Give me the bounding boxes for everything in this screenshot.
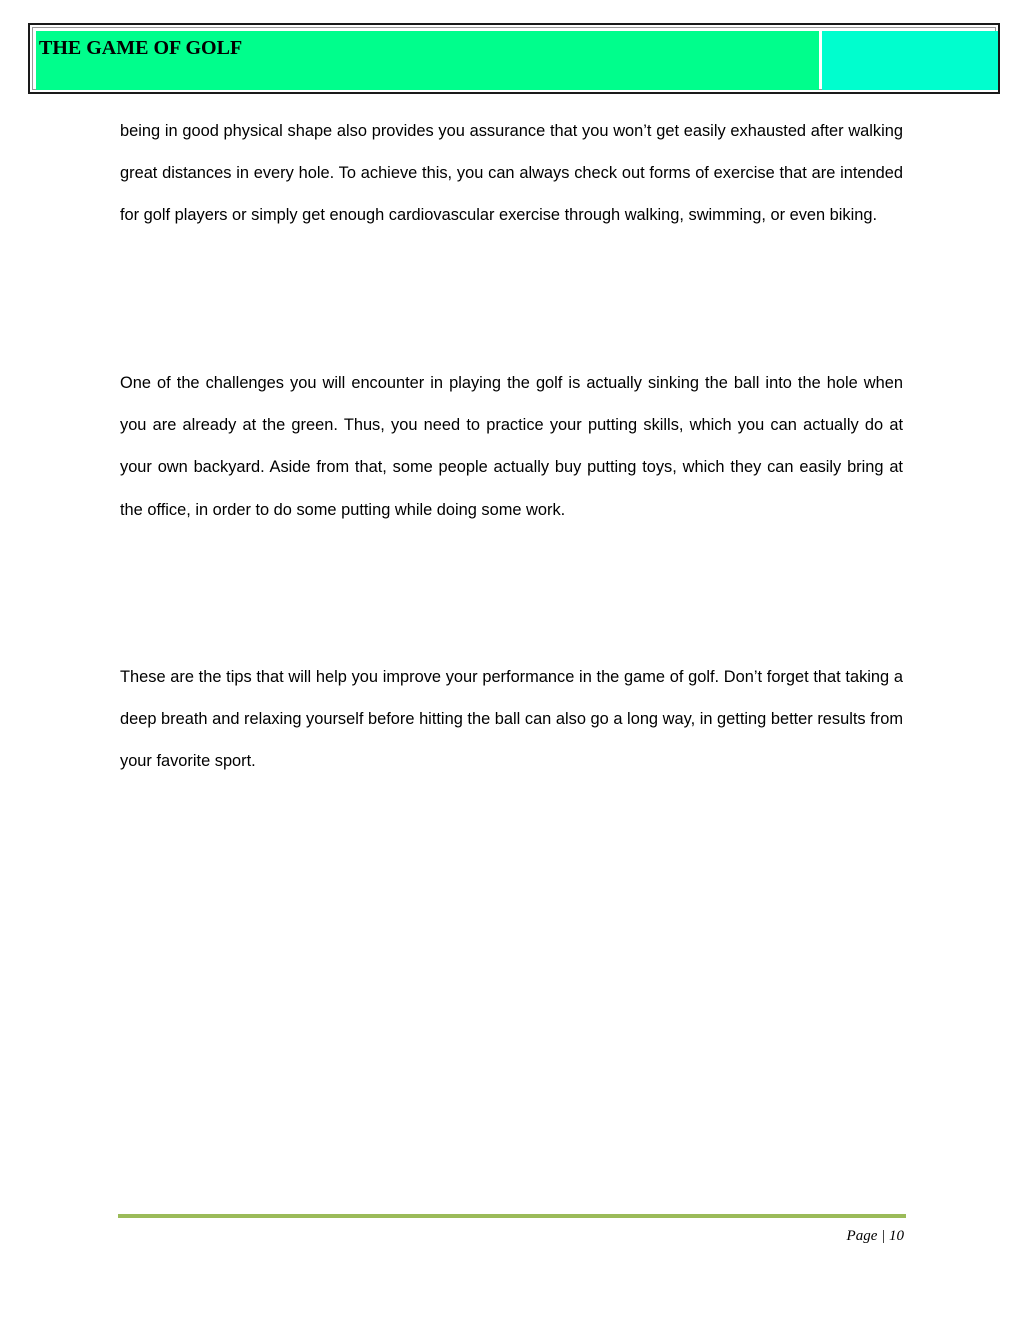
page-title: THE GAME OF GOLF xyxy=(39,37,243,59)
page-header xyxy=(28,23,1000,94)
page-number: Page | 10 xyxy=(846,1228,904,1244)
paragraph-physical-shape: being in good physical shape also provides you assurance that you won’t get easily exhausted after walking great distances in every hole. To achieve this, you can always check out forms of exercise that are intended for golf players or simply get enough cardiovascular exercise through walking, swimming, or even biking. xyxy=(120,122,903,225)
header-title-cell xyxy=(36,31,819,90)
paragraph-putting: One of the challenges you will encounter in playing the golf is actually sinking the ball into the hole when you are already at the green. Thus, you need to practice your putting skills, which you can actually do at your own backyard. Aside from that, some people actually buy putting toys, which they can easily bring at the office, in order to do some putting while doing some work. xyxy=(120,374,903,519)
header-side-cell xyxy=(822,31,998,90)
paragraph-tips-summary: These are the tips that will help you improve your performance in the game of golf. Don’t forget that taking a deep breath and relaxing yourself before hitting the ball can also go a long way, in getting better results from your favorite sport. xyxy=(120,668,903,771)
footer-divider xyxy=(118,1214,906,1218)
header-inner-border xyxy=(32,27,996,90)
